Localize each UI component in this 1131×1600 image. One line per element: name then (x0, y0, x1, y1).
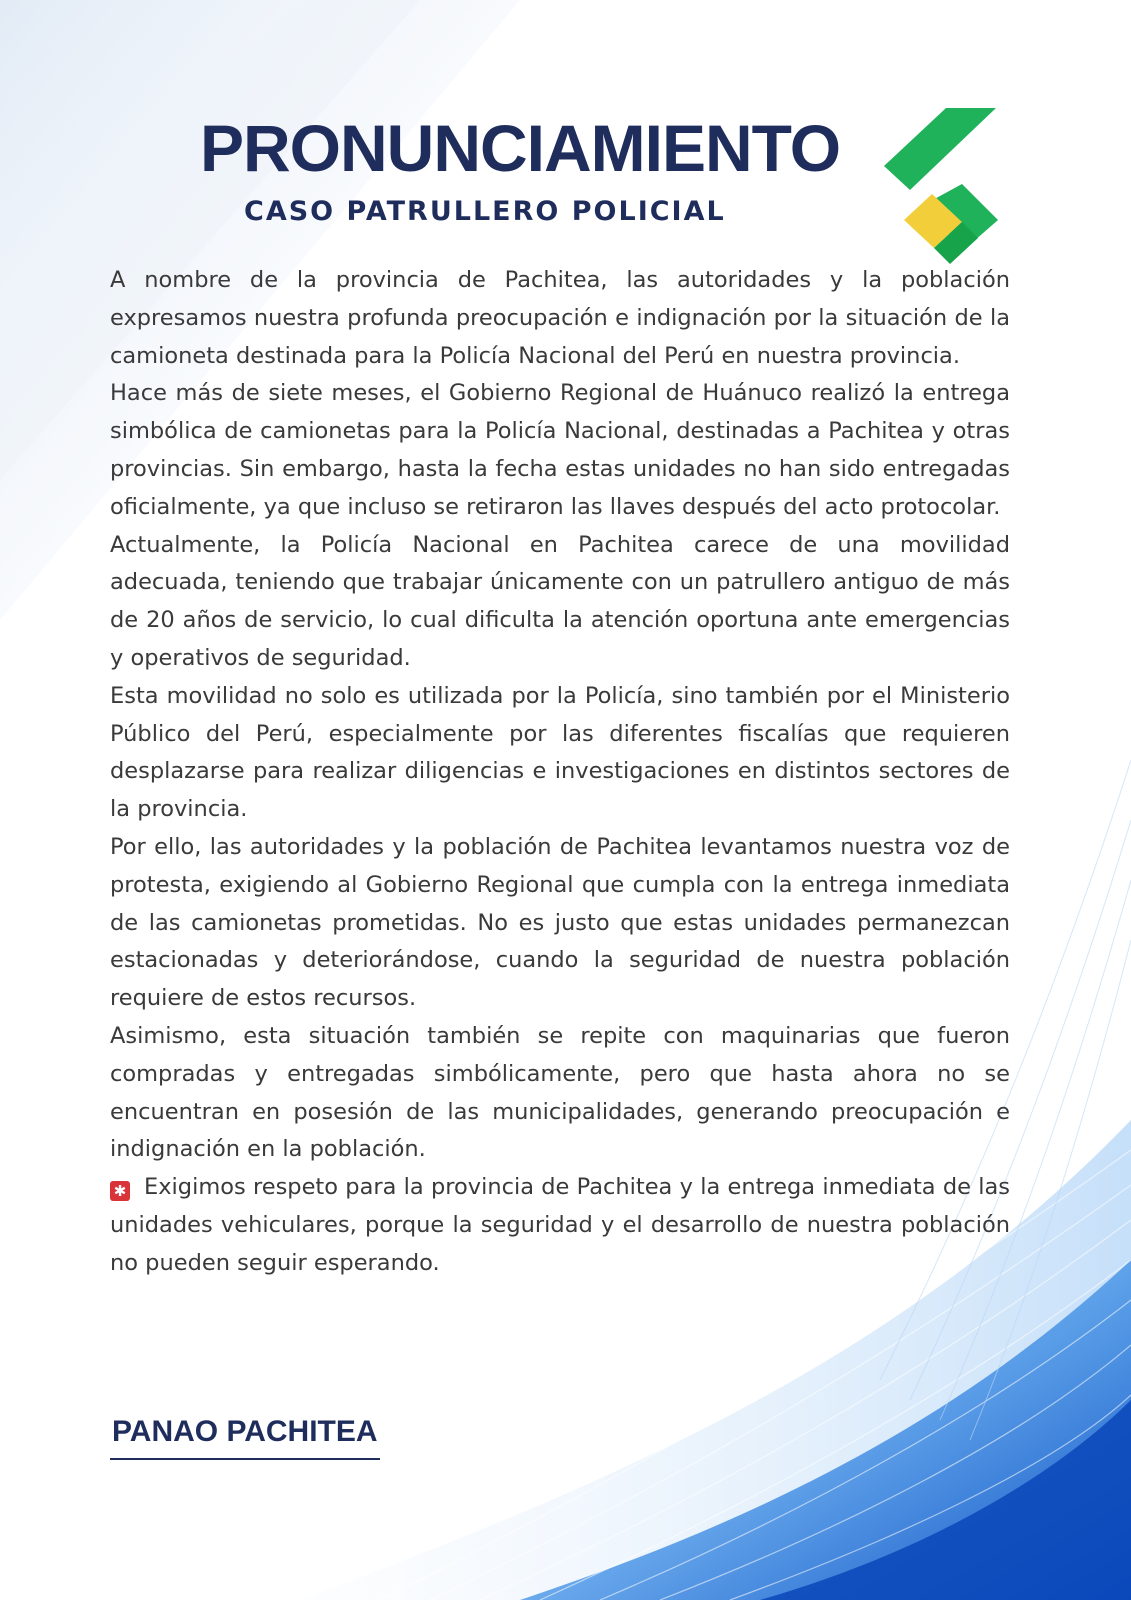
paragraph: Por ello, las autoridades y la población de Pachitea levantamos nuestra voz de protesta, exigiendo al Gobierno Regional que cumpla con la entrega inmediata de las camionetas prometidas. No es justo que estas unidades permanezcan estacionadas y deteriorándose, cuando la seguridad de nuestra población requiere de estos recursos. (110, 833, 1010, 1012)
signature-underline (110, 1458, 380, 1460)
signature: PANAO PACHITEA (112, 1415, 378, 1448)
paragraph: Actualmente, la Policía Nacional en Pachitea carece de una movilidad adecuada, teniendo que trabajar únicamente con un patrullero antiguo de más de 20 años de servicio, lo cual dificulta la atención oportuna ante emergencias y operativos de seguridad. (110, 531, 1010, 671)
paragraph: A nombre de la provincia de Pachitea, las autoridades y la población expresamos nuestra profunda preocupación e indignación por la situación de la camioneta destinada para la Policía Nacional del Perú en nuestra provincia. (110, 267, 1010, 369)
document-subtitle: CASO PATRULLERO POLICIAL (244, 196, 726, 227)
green-arrow-logo-icon (878, 108, 1018, 268)
paragraph: Hace más de siete meses, el Gobierno Regional de Huánuco realizó la entrega simbólica de camionetas para la Policía Nacional, destinadas a Pachitea y otras provincias. Sin embargo, hasta la fecha estas unidades no han sido entregadas oficialmente, ya que incluso se retiraron las llaves después del acto protocolar. (110, 380, 1010, 520)
statement-body (110, 262, 1010, 1283)
final-paragraph-text: Exigimos respeto para la provincia de Pachitea y la entrega inmediata de las unidades vehiculares, porque la seguridad y el desarrollo de nuestra población no pueden seguir esperando. (110, 1174, 1010, 1276)
paragraph: Asimismo, esta situación también se repite con maquinarias que fueron compradas y entregadas simbólicamente, pero que hasta ahora no se encuentran en posesión de las municipalidades, generando preocupación e indignación en la población. (110, 1022, 1010, 1163)
police-siren-icon: ✱ (110, 1181, 130, 1201)
final-paragraph (110, 1169, 1010, 1282)
paragraph: Esta movilidad no solo es utilizada por la Policía, sino también por el Ministerio Público del Perú, especialmente por las diferentes fiscalías que requieren desplazarse para realizar diligencias e investigaciones en distintos sectores de la provincia. (110, 682, 1010, 823)
document-title: PRONUNCIAMIENTO (200, 111, 841, 185)
